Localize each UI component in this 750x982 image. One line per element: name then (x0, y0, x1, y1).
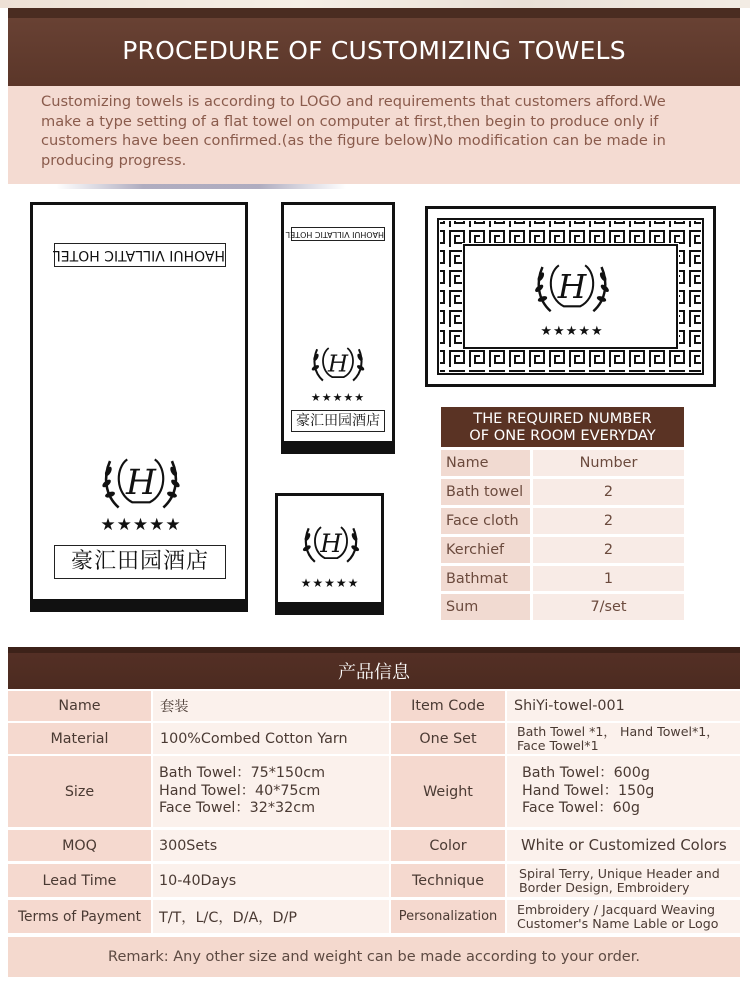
spec-label: Weight (391, 756, 505, 827)
hotel-name-cn-label: 豪汇田园酒店 (291, 410, 385, 432)
spec-label: Item Code (391, 691, 505, 721)
spec-label: Size (8, 756, 151, 827)
bath-mat-illustration (425, 206, 716, 387)
hotel-monogram-logo-icon (98, 445, 184, 515)
spec-value-line: Bath Towel：600g (522, 765, 650, 782)
hotel-monogram-logo-icon (309, 337, 367, 387)
spec-value-line: 300Sets (159, 837, 218, 854)
hotel-monogram-logo-icon (531, 251, 613, 319)
spec-value-line: Embroidery / Jacquard Weaving (517, 902, 716, 917)
item-name: Kerchief (441, 537, 530, 563)
svg-text:H: H (320, 528, 342, 558)
table-row (441, 594, 684, 620)
spec-value-line: Border Design, Embroidery (519, 879, 690, 895)
spec-value-line: Customer's Name Lable or Logo (517, 915, 719, 931)
hotel-name-label-upside-down: HAOHUI VILLATIC HOTEL (291, 227, 385, 241)
spec-label: Terms of Payment (8, 900, 151, 933)
room-table-title-line: THE REQUIRED NUMBER (473, 410, 652, 427)
spec-value-line: Face Towel：60g (522, 800, 640, 817)
table-row (8, 900, 740, 933)
five-star-rating: ★★★★★ (310, 391, 366, 404)
intro-line: producing progress. (41, 151, 187, 169)
spec-value-line: Face Towel：32*32cm (159, 800, 316, 817)
intro-text (41, 92, 731, 170)
item-number: 1 (533, 566, 684, 592)
spec-value-line: 10-40Days (159, 872, 237, 889)
room-requirement-table (441, 407, 684, 620)
spec-value-line: 100%Combed Cotton Yarn (160, 730, 348, 747)
hand-towel-illustration (281, 202, 395, 454)
item-name: Sum (441, 594, 530, 620)
product-info-banner (8, 647, 740, 689)
spec-label: Color (391, 830, 505, 861)
spec-value-line: White or Customized Colors (521, 837, 727, 854)
spec-value (507, 723, 740, 754)
spec-value-line: Bath Towel：75*150cm (159, 765, 326, 782)
table-row (441, 566, 684, 592)
product-info-title: 产品信息 (338, 662, 410, 683)
five-star-rating: ★★★★★ (540, 324, 604, 339)
spec-value-line: T/T，L/C，D/A，D/P (159, 909, 297, 926)
five-star-rating: ★★★★★ (100, 515, 182, 535)
spec-label: Material (8, 723, 151, 754)
spec-value-line: Hand Towel：40*75cm (159, 782, 321, 799)
column-header-name: Name (441, 450, 530, 476)
item-number: 7/set (533, 594, 684, 620)
spec-value (153, 723, 389, 754)
hotel-name-label-upside-down: HAOHUI VILLATIC HOTEL (54, 243, 226, 267)
spec-value-line: Bath Towel *1， Hand Towel*1， (517, 724, 719, 739)
spec-value (507, 900, 740, 933)
item-number: 2 (533, 508, 684, 534)
item-name: Bathmat (441, 566, 530, 592)
spec-label: One Set (391, 723, 505, 754)
spec-value (153, 830, 389, 861)
item-name: Face cloth (441, 508, 530, 534)
top-decor-strip (0, 0, 750, 8)
spec-value-line: Spiral Terry, Unique Header and (519, 866, 720, 881)
table-row (441, 479, 684, 505)
table-row (8, 723, 740, 754)
page-title: PROCEDURE OF CUSTOMIZING TOWELS (122, 36, 626, 65)
table-row (8, 864, 740, 897)
intro-line: Customizing towels is according to LOGO and requirements that customers afford.We (41, 93, 666, 110)
spec-value (153, 900, 389, 933)
svg-text:H: H (327, 350, 349, 378)
bath-towel-illustration (30, 202, 248, 612)
svg-text:H: H (557, 268, 587, 307)
spec-label: Name (8, 691, 151, 721)
spec-value (507, 691, 740, 721)
item-name: Bath towel (441, 479, 530, 505)
spec-label: Personalization (391, 900, 505, 933)
title-banner (8, 8, 740, 86)
spec-label: Technique (391, 864, 505, 897)
spec-value-line: 套装 (160, 699, 189, 715)
spec-value (153, 691, 389, 721)
hotel-monogram-logo-icon (300, 516, 362, 568)
table-row (441, 537, 684, 563)
intro-panel (8, 86, 740, 184)
spec-value (153, 756, 389, 827)
decor-shadow (56, 184, 346, 189)
five-star-rating: ★★★★★ (300, 576, 360, 590)
table-header-row (441, 450, 684, 476)
spec-value (507, 830, 740, 861)
table-row (8, 691, 740, 721)
intro-line: make a type setting of a flat towel on computer at first,then begin to produce only if (41, 112, 659, 130)
face-towel-illustration (275, 493, 384, 615)
spec-value-line: ShiYi-towel-001 (514, 698, 625, 714)
intro-line: customers have been confirmed.(as the figure below)No modification can be made in (41, 132, 666, 149)
remark-note: Remark: Any other size and weight can be made according to your order. (8, 937, 740, 977)
column-header-number: Number (533, 450, 684, 476)
item-number: 2 (533, 537, 684, 563)
spec-value (507, 756, 740, 827)
table-row (8, 830, 740, 861)
item-number: 2 (533, 479, 684, 505)
table-row (8, 756, 740, 827)
spec-label: MOQ (8, 830, 151, 861)
spec-value (507, 864, 740, 897)
spec-value-line: Hand Towel：150g (522, 782, 655, 799)
spec-label: Lead Time (8, 864, 151, 897)
spec-value (153, 864, 389, 897)
hotel-name-cn-label: 豪汇田园酒店 (54, 545, 226, 579)
room-table-title-line: OF ONE ROOM EVERYDAY (469, 427, 656, 444)
room-table-title (441, 407, 684, 447)
spec-value-line: Face Towel*1 (517, 737, 599, 753)
table-row (441, 508, 684, 534)
svg-text:H: H (126, 462, 156, 503)
